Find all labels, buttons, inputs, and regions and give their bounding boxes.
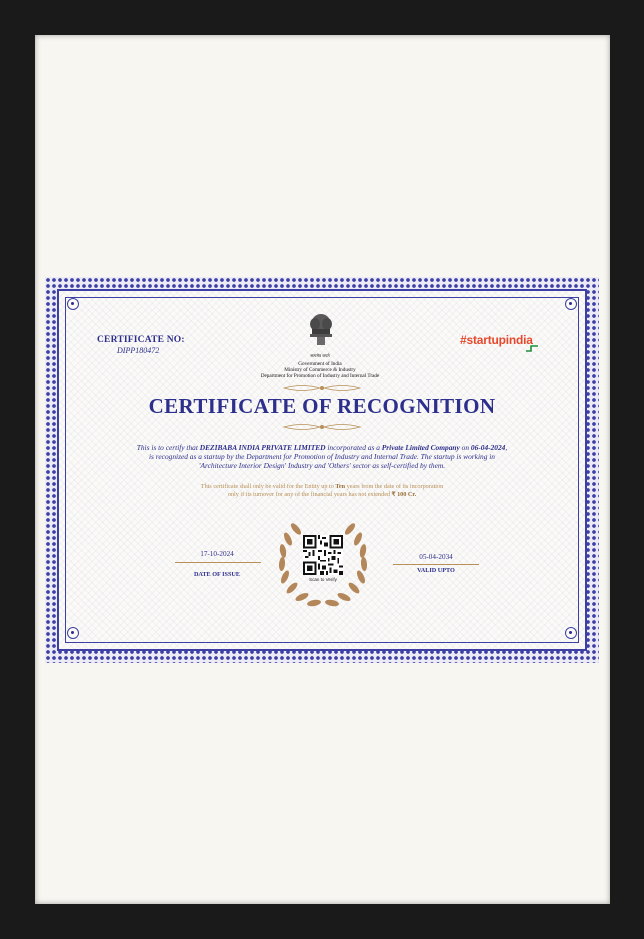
certification-statement: This is to certify that DEZIBABA INDIA PRIVATE LIMITED incorporated as a Private Limited Company on 06-04-2024,: [136, 443, 508, 452]
valid-upto-rule: [393, 564, 479, 565]
corner-ornament-icon: [565, 627, 577, 639]
validity-note-line-2: only if its turnover for any of the financial years has not extended ₹ 100 Cr.: [227, 491, 417, 498]
gov-line-1: Government of India: [298, 361, 342, 367]
valid-upto-label: VALID UPTO: [417, 567, 455, 574]
valid-upto-date: 05-04-2034: [419, 553, 453, 561]
gov-line-2: Ministry of Commerce & Industry: [284, 367, 356, 373]
startupindia-logo: #startupindia: [460, 333, 533, 347]
startupindia-swoosh-icon: [525, 344, 539, 352]
corner-ornament-icon: [67, 627, 79, 639]
certificate-no-label: CERTIFICATE NO:: [97, 335, 185, 345]
certification-statement-line-2: is recognized as a startup by the Department for Promotion of Industry and Internal Trade. The startup is working in: [149, 452, 495, 461]
gov-line-3: Department for Promotion of Industry and Internal Trade: [260, 373, 380, 379]
national-emblem-icon: [304, 312, 338, 352]
certification-statement-line-3: 'Architecture Interior Design' Industry and 'Others' sector as self-certified by them.: [198, 461, 446, 470]
issue-date-label: DATE OF ISSUE: [193, 571, 241, 578]
issue-date: 17-10-2024: [200, 550, 234, 558]
validity-note: This certificate shall only be valid for the Entity up to Ten years from the date of its incorporation: [200, 483, 444, 490]
certificate-no-value: DIPP180472: [117, 346, 160, 355]
certificate-title: CERTIFICATE OF RECOGNITION: [148, 394, 496, 418]
scan-to-verify-label: Scan to Verify: [309, 577, 337, 582]
emblem-motto: सत्यमेव जयते: [310, 353, 330, 358]
qr-code-icon: [303, 535, 343, 575]
certificate: [45, 277, 599, 663]
corner-ornament-icon: [565, 298, 577, 310]
gold-flourish-icon: [282, 383, 362, 393]
corner-ornament-icon: [67, 298, 79, 310]
gold-flourish-icon: [282, 422, 362, 432]
issue-date-rule: [175, 562, 261, 563]
